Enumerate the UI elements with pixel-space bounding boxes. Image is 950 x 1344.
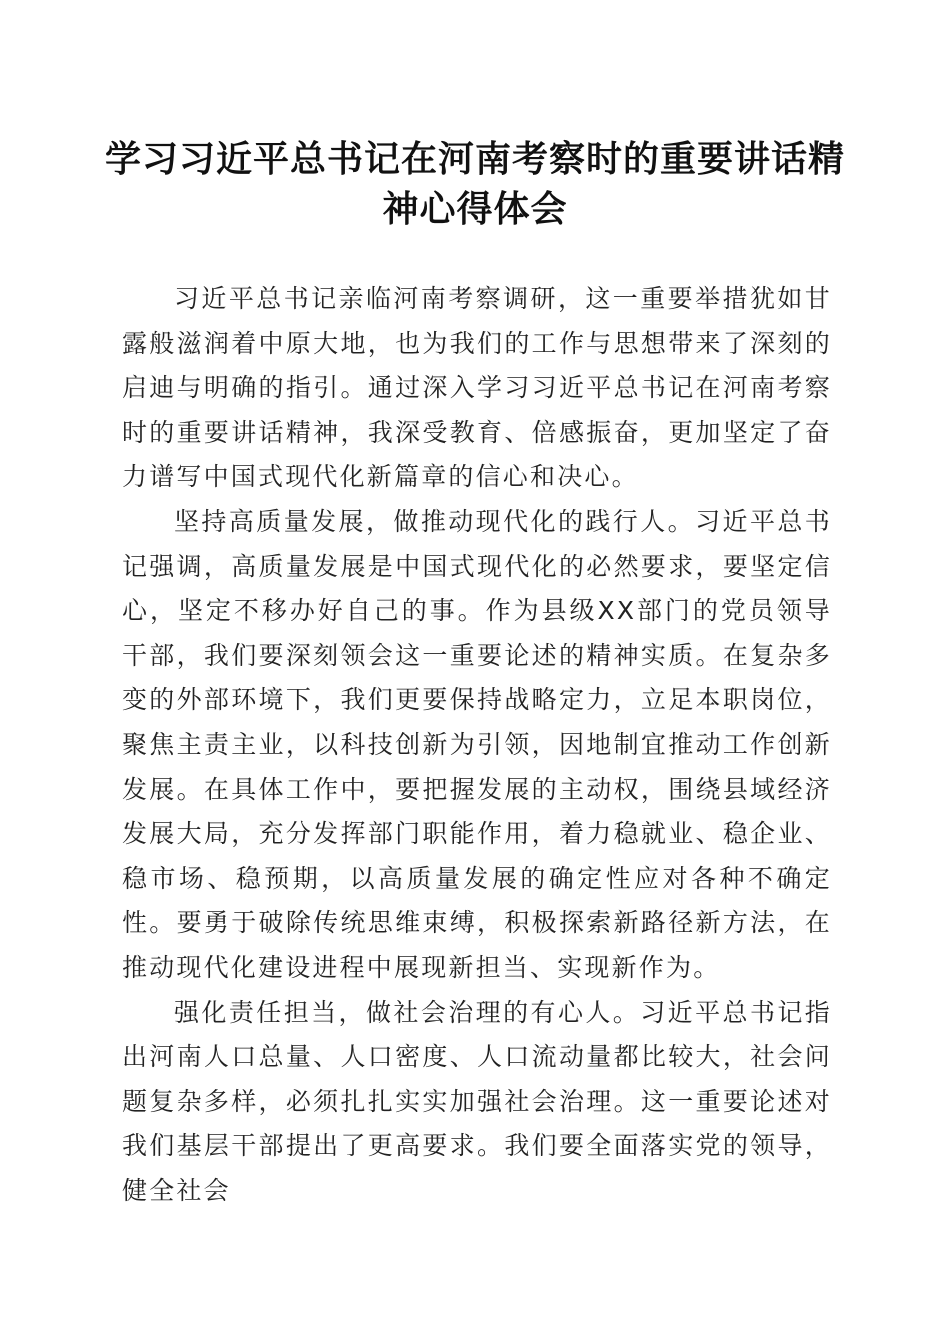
paragraph-social-governance: 强化责任担当，做社会治理的有心人。习近平总书记指出河南人口总量、人口密度、人口流动量都比较大，社会问题复杂多样，必须扎扎实实加强社会治理。这一重要论述对我们基层干部提出了更高要求。我们要全面落实党的领导，健全社会 [122, 997, 832, 1205]
document-body [122, 277, 832, 1213]
paragraph-high-quality-development: 坚持高质量发展，做推动现代化的践行人。习近平总书记强调，高质量发展是中国式现代化的必然要求，要坚定信心，坚定不移办好自己的事。作为县级XX部门的党员领导干部，我们要深刻领会这一重要论述的精神实质。在复杂多变的外部环境下，我们更要保持战略定力，立足本职岗位，聚焦主责主业，以科技创新为引领，因地制宜推动工作创新发展。在具体工作中，要把握发展的主动权，围绕县域经济发展大局，充分发挥部门职能作用，着力稳就业、稳企业、稳市场、稳预期，以高质量发展的确定性应对各种不确定性。要勇于破除传统思维束缚，积极探索新路径新方法，在推动现代化建设进程中展现新担当、实现新作为。 [122, 506, 832, 982]
document-title: 学习习近平总书记在河南考察时的重要讲话精神心得体会 [104, 138, 845, 230]
paragraph-intro: 习近平总书记亲临河南考察调研，这一重要举措犹如甘露般滋润着中原大地，也为我们的工作与思想带来了深刻的启迪与明确的指引。通过深入学习习近平总书记在河南考察时的重要讲话精神，我深受教育、倍感振奋，更加坚定了奋力谱写中国式现代化新篇章的信心和决心。 [122, 284, 832, 492]
